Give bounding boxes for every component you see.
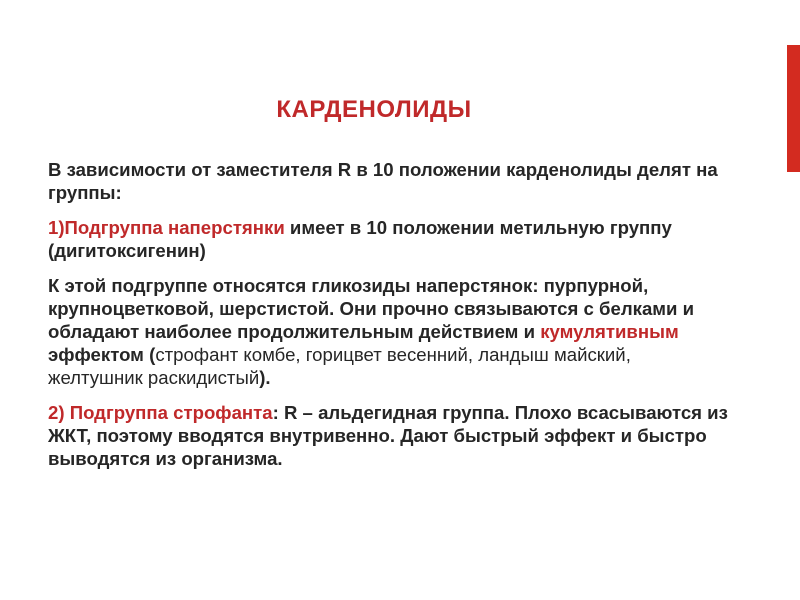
- cumulative-highlight: кумулятивным: [540, 321, 679, 342]
- group1-details-paragraph: [48, 274, 728, 389]
- group1-details-text-b: эффектом: [48, 344, 150, 365]
- group1-text: имеет в 10 положении метильную группу (дигитоксигенин): [48, 217, 672, 261]
- group2-heading: 2) Подгруппа строфанта: [48, 402, 273, 423]
- accent-bar: [787, 45, 800, 172]
- slide-content: [48, 158, 728, 482]
- paren-close: ).: [259, 367, 271, 388]
- group1-heading: 1)Подгруппа наперстянки: [48, 217, 285, 238]
- examples-text: строфант комбе, горицвет весенний, ландыш майский, желтушник раскидистый: [48, 344, 631, 388]
- group2-text: : R – альдегидная группа. Плохо всасываются из ЖКТ, поэтому вводятся внутривенно. Дают быстрый эффект и быстро выводятся из организма.: [48, 402, 728, 469]
- group1-paragraph: [48, 216, 728, 262]
- group2-paragraph: [48, 401, 728, 470]
- paren-open: (: [149, 344, 156, 365]
- slide-title: КАРДЕНОЛИДЫ: [276, 96, 472, 123]
- intro-paragraph: В зависимости от заместителя R в 10 положении карденолиды делят на группы:: [48, 159, 718, 203]
- group1-details-text-a: К этой подгруппе относятся гликозиды наперстянок: пурпурной, крупноцветковой, шерстистой. Они прочно связываются с белками и обладают наиболее продолжительным действием и: [48, 275, 695, 342]
